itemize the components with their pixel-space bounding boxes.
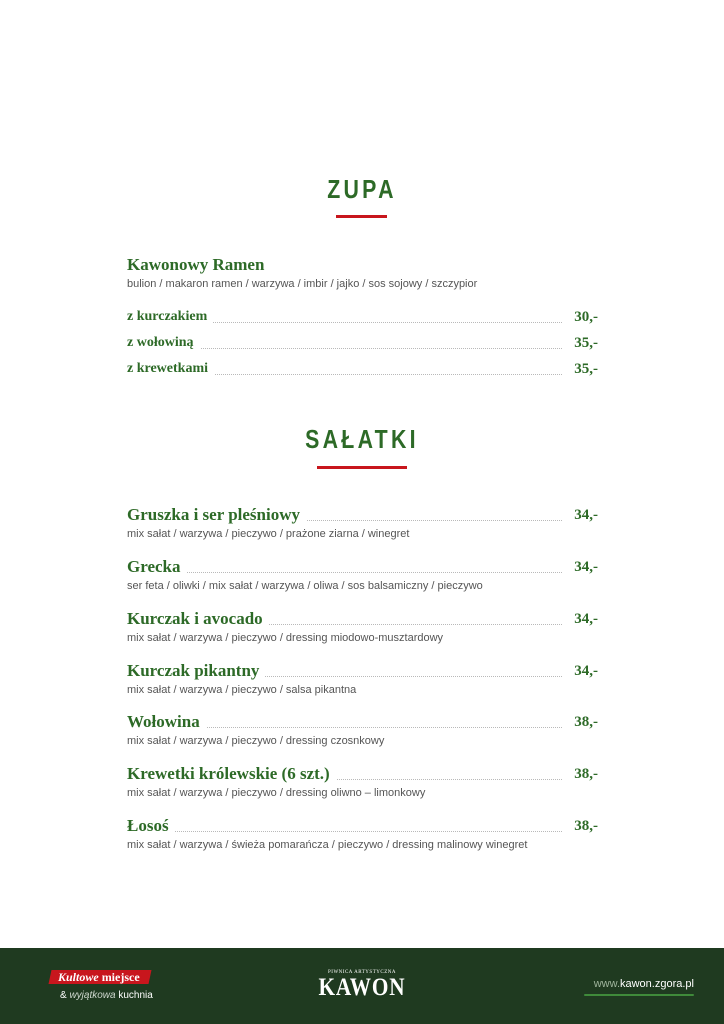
item-desc: ser feta / oliwki / mix sałat / warzywa / oliwa / sos balsamiczny / pieczywo [127,580,483,592]
item-price: 34,- [568,663,598,680]
tagline-sub-italic: wyjątkowa [69,990,116,1001]
variant-price: 30,- [568,309,598,326]
item-price: 34,- [568,507,598,524]
item-price: 38,- [568,766,598,783]
section-title-zupa: ZUPA [327,174,397,204]
item-name: Wołowina [127,712,206,732]
item-desc: mix sałat / warzywa / pieczywo / dressing oliwno – limonkowy [127,787,426,799]
website-prefix: www. [593,978,620,990]
item-desc-ramen: bulion / makaron ramen / warzywa / imbir / jajko / sos sojowy / szczypior [127,278,478,290]
website-underline [584,994,694,996]
tagline-plain: miejsce [101,970,140,984]
logo-subtitle: PIWNICA ARTYSTYCZNA [328,970,396,975]
item-name: Łosoś [127,816,175,836]
variant-name: z krewetkami [127,361,214,377]
item-name: Kurczak pikantny [127,661,265,681]
item-desc: mix sałat / warzywa / pieczywo / dressing miodowo-musztardowy [127,632,444,644]
section-title-salatki: SAŁATKI [305,424,419,454]
website-link[interactable] [594,978,694,990]
item-name: Krewetki królewskie (6 szt.) [127,764,336,784]
logo: KAWON [318,974,406,1001]
dot-leader [127,572,562,573]
item-name: Gruszka i ser pleśniowy [127,505,306,525]
item-desc: mix sałat / warzywa / świeża pomarańcza / pieczywo / dressing malinowy winegret [127,839,528,851]
item-price: 34,- [568,559,598,576]
tagline-italic: Kultowe [58,970,99,984]
item-price: 34,- [568,611,598,628]
website-domain: kawon.zgora.pl [620,978,694,990]
variant-name: z kurczakiem [127,309,213,325]
section-underline-salatki [317,466,407,469]
item-desc: mix sałat / warzywa / pieczywo / salsa pikantna [127,684,357,696]
item-price: 38,- [568,818,598,835]
item-desc: mix sałat / warzywa / pieczywo / prażone ziarna / winegret [127,528,410,540]
dot-leader [127,831,562,832]
section-underline-zupa [336,215,387,218]
variant-price: 35,- [568,335,598,352]
variant-price: 35,- [568,361,598,378]
tagline-sub-plain: kuchnia [118,990,153,1001]
item-desc: mix sałat / warzywa / pieczywo / dressing czosnkowy [127,735,385,747]
item-price: 38,- [568,714,598,731]
item-name: Grecka [127,557,187,577]
item-name-ramen: Kawonowy Ramen [127,255,270,275]
tagline-sub-amp: & [60,990,67,1001]
variant-name: z wołowiną [127,335,200,351]
item-name: Kurczak i avocado [127,609,269,629]
